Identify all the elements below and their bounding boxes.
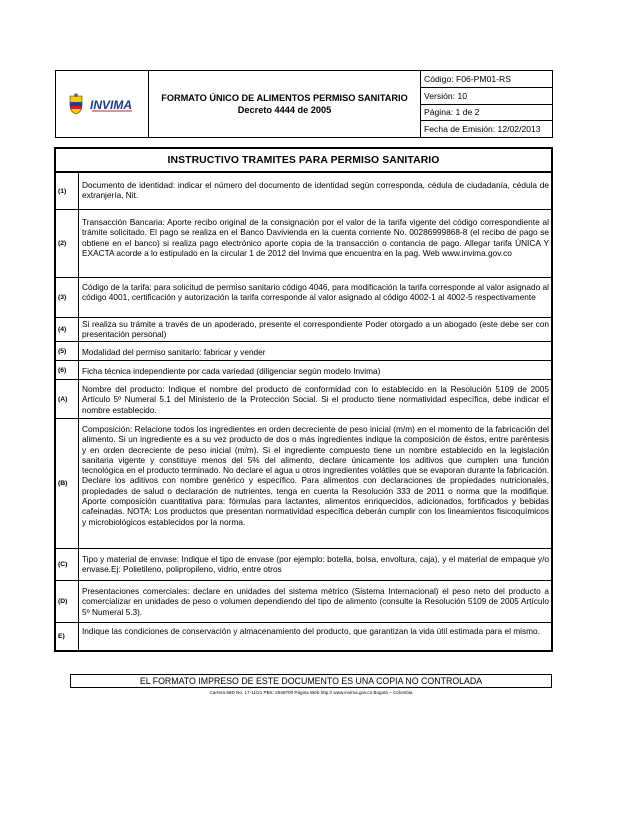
instruction-row: [56, 173, 551, 210]
instruction-code: (D): [56, 581, 79, 622]
form-title: [149, 71, 421, 137]
instruction-row: [56, 419, 551, 549]
instruction-text: Modalidad del permiso sanitario: fabricar y vender: [82, 346, 266, 357]
coat-of-arms-icon: [68, 93, 84, 115]
instruction-code: (B): [56, 419, 79, 548]
document-metadata: [421, 71, 552, 137]
instruction-row: [56, 549, 551, 581]
logo-area: [56, 71, 149, 137]
form-title-line1: FORMATO ÚNICO DE ALIMENTOS PERMISO SANITARIO: [161, 93, 408, 103]
instruction-row: [56, 318, 551, 342]
instruction-row: [56, 623, 551, 650]
instruction-code: (6): [56, 361, 79, 379]
form-title-line2: Decreto 4444 de 2005: [237, 105, 332, 115]
instruction-row: [56, 342, 551, 361]
instruction-code: (A): [56, 380, 79, 418]
instruction-row: [56, 210, 551, 278]
instruction-code: (1): [56, 173, 79, 209]
instructions-table: [54, 147, 553, 652]
document-code: Código: F06-PM01-RS: [421, 71, 552, 88]
instruction-text: Transacción Bancaria: Aporte recibo original de la consignación por el valor de la tarifa vigente del código correspondiente al trámite solicitado. El pago se realiza en el Banco Davivienda en la cuenta corriente No. 00286999868-8 (el recibo de pago se obtiene en el banco) si realiza pago electrónico aporte copia de la transacción o contancia de pago. Allegar tarifa ÚNICA Y EXACTA acorde a lo estipulado en la circular 1 de 2012 del Invima que encuentra en la pag. Web www.invima.gov.co: [82, 217, 549, 258]
instruction-row: [56, 278, 551, 318]
invima-logo: [88, 93, 136, 115]
instruction-code: (2): [56, 210, 79, 277]
document-emission-date: Fecha de Emisión: 12/02/2013: [424, 124, 541, 135]
instruction-text: Indique las condiciones de conservación y almacenamiento del producto, que garantizan la vida útil estimada para el mismo.: [82, 626, 540, 636]
instruction-code: (4): [56, 318, 79, 341]
instruction-text: Tipo y material de envase: Indique el tipo de envase (por ejemplo: botella, bolsa, envoltura, caja), y el material de empaque y/o envase.Ej: Polietileno, polipropileno, vidrio, entre otros: [82, 554, 549, 575]
instruction-code: (3): [56, 278, 79, 317]
instruction-row: [56, 581, 551, 623]
uncontrolled-copy-notice: EL FORMATO IMPRESO DE ESTE DOCUMENTO ES UNA COPIA NO CONTROLADA: [70, 674, 552, 688]
instruction-text: Código de la tarifa: para solicitud de permiso sanitario código 4046, para modificación la tarifa corresponde al valor asignado al código 4001, certificación y autorización la tarifa corresponde al valor asignado al código 4002-1 al 4002-5 respectivamente: [82, 282, 549, 303]
document-version: Versión: 10: [421, 88, 552, 105]
instruction-text: Composición: Relacione todos los ingredientes en orden decreciente de peso inicial (m/m) en el momento de la fabricación del alimento. Si un ingrediente es a su vez producto de dos o más ingredientes indique la composición de éstos, entre paréntesis y en orden decreciente de peso inicial (m/m). Si el ingrediente compuesto tiene un nombre establecido en la legislación sanitaria vigente y constituye menos del 5% del alimento, declare únicamente los aditivos que cumplen una función tecnológica en el producto terminado. No declare el agua u otros ingredientes volátiles que se evaporan durante la fabricación. Declare los aditivos con nombre genérico y específico. Para alimentos con declaraciones de propiedades nutricionales, propiedades de salud o declaración de nutrientes, tenga en cuenta la Resolución 333 de 2011 o norma que la modifique. Aporte composición cuantitativa para: fórmulas para lactantes, alimentos enriquecidos, adicionados, fortificados y bebidas cafeinadas. NOTA: Los productos que presentan normatividad específica deberán cumplir con los lineamientos fisicoquímicos y microbiológicos establecidos por la norma.: [82, 424, 549, 527]
instruction-text: Si realiza su trámite a través de un apoderado, presente el correspondiente Poder otorgado a un abogado (este debe ser con presentación personal): [82, 319, 549, 340]
footer-address: Carrera 68D No. 17-11/21 PBX: 2948700 Página Web http:// www.invima.gov.co Bogotá – Colombia: [209, 690, 413, 695]
instruction-text: Presentaciones comerciales: declare en unidades del sistema métrico (Sistema Internacional) el peso neto del producto a comercializar en unidades de peso o volumen dependiendo del tipo de alimento (consulte la Resolución 5109 de 2005 Artículo 5º Numeral 5.3).: [82, 586, 549, 617]
instruction-row: [56, 380, 551, 419]
instruction-row: [56, 361, 551, 380]
instruction-code: (5): [56, 342, 79, 360]
svg-text:INVIMA: INVIMA: [90, 98, 132, 112]
instructions-title: INSTRUCTIVO TRAMITES PARA PERMISO SANITARIO: [56, 149, 551, 173]
document-page: Página: 1 de 2: [421, 105, 552, 122]
instruction-code: E): [56, 623, 79, 650]
instruction-code: (C): [56, 549, 79, 580]
instruction-text: Documento de identidad: indicar el número del documento de identidad según corresponda, cédula de ciudadanía, cédula de extranjería, Nit.: [82, 180, 549, 201]
instruction-text: Nombre del producto: Indique el nombre del producto de conformidad con lo establecido en la Resolución 5109 de 2005 Artículo 5º Numeral 5.1 del Ministerio de la Protección Social. Si el producto tiene normatividad específica, debe indicar el nombre establecido.: [82, 384, 549, 415]
document-header: [55, 70, 553, 138]
instruction-text: Ficha técnica independiente por cada variedad (diligenciar según modelo Invima): [82, 365, 381, 376]
